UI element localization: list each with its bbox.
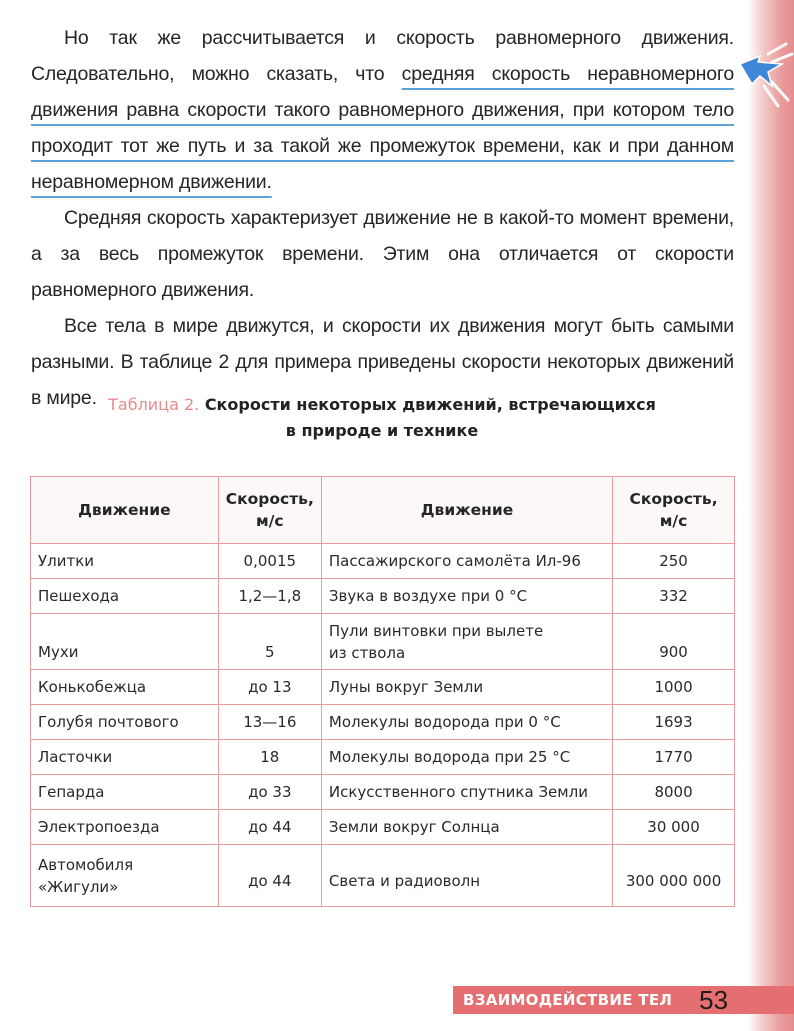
footer-section-bar (453, 986, 794, 1014)
cell-right-speed: 30 000 (613, 810, 735, 845)
cell-left-motion: Конькобежца (31, 670, 219, 705)
cell-left-motion: Улитки (31, 544, 219, 579)
table-header-row (31, 477, 735, 544)
speeds-table (30, 476, 735, 907)
cell-left-speed: до 33 (218, 775, 321, 810)
cell-left-speed: до 44 (218, 845, 321, 907)
cell-right-motion: Молекулы водорода при 25 °С (321, 740, 612, 775)
page-number: 53 (699, 984, 729, 1015)
paragraph-average-speed-characteristic: Средняя скорость характеризует движение не в какой-то момент времени, а за весь промежуток времени. Этим она отличается от скорости равномерного движения. (31, 207, 734, 301)
table-row (31, 845, 735, 907)
cell-right-speed: 332 (613, 579, 735, 614)
header-speed-right (613, 477, 735, 544)
cell-left-speed: 0,0015 (218, 544, 321, 579)
header-speed-left-label: Скорость, (225, 490, 314, 508)
cell-right-speed: 8000 (613, 775, 735, 810)
table-row (31, 705, 735, 740)
paragraph-average-speed-definition (31, 20, 734, 200)
cell-left-speed: до 44 (218, 810, 321, 845)
cell-left-speed: 1,2—1,8 (218, 579, 321, 614)
table-row (31, 614, 735, 670)
body-text (31, 20, 734, 416)
cell-right-speed: 250 (613, 544, 735, 579)
header-speed-left-unit: м/с (256, 512, 284, 530)
cell-left-speed: 5 (218, 614, 321, 670)
cell-left-motion: Голубя почтового (31, 705, 219, 740)
cell-left-motion: Ласточки (31, 740, 219, 775)
cell-right-motion: Звука в воздухе при 0 °С (321, 579, 612, 614)
cell-left-motion-line2: «Жигули» (38, 877, 119, 896)
cell-right-speed: 900 (613, 614, 735, 670)
cell-right-speed: 1770 (613, 740, 735, 775)
table-row (31, 670, 735, 705)
table-title-line2: в природе и технике (285, 421, 479, 440)
cell-left-motion: Пешехода (31, 579, 219, 614)
cell-right-motion: Земли вокруг Солнца (321, 810, 612, 845)
cell-right-motion-line1: Пули винтовки при вылете (328, 621, 544, 640)
table-title-line1: Скорости некоторых движений, встречающихся (204, 395, 656, 414)
cell-left-speed: до 13 (218, 670, 321, 705)
cell-right-speed: 300 000 000 (613, 845, 735, 907)
cell-right-motion: Молекулы водорода при 0 °С (321, 705, 612, 740)
cell-right-motion: Луны вокруг Земли (321, 670, 612, 705)
cell-left-motion: Гепарда (31, 775, 219, 810)
highlighted-definition: средняя скорость неравномерного движения равна скорости такого равномерного движения, при котором тело проходит тот же путь и за такой же промежуток времени, как и при данном неравномерном движении. (31, 63, 734, 193)
section-title: ВЗАИМОДЕЙСТВИЕ ТЕЛ (463, 991, 673, 1009)
header-speed-right-label: Скорость, (629, 490, 718, 508)
table-row (31, 775, 735, 810)
cell-left-motion (31, 845, 219, 907)
cell-right-motion: Пассажирского самолёта Ил-96 (321, 544, 612, 579)
table-row (31, 544, 735, 579)
cell-right-motion (321, 614, 612, 670)
cell-right-motion: Искусственного спутника Земли (321, 775, 612, 810)
cell-left-speed: 13—16 (218, 705, 321, 740)
header-motion-left: Движение (31, 477, 219, 544)
table-caption (30, 392, 734, 444)
page-edge-decoration (748, 0, 794, 1031)
cell-left-speed: 18 (218, 740, 321, 775)
header-speed-right-unit: м/с (659, 512, 688, 530)
table-row (31, 740, 735, 775)
cell-left-motion-line1: Автомобиля (38, 855, 134, 874)
cell-right-motion: Света и радиоволн (321, 845, 612, 907)
table-row (31, 579, 735, 614)
paragraph-text: Но так же рассчитывается и скорость равномерного движения. Следовательно, можно сказать, что (31, 27, 734, 85)
cell-right-speed: 1000 (613, 670, 735, 705)
cell-right-motion-line2: из ствола (328, 643, 406, 662)
cell-left-motion: Электропоезда (31, 810, 219, 845)
cell-right-speed: 1693 (613, 705, 735, 740)
table-row (31, 810, 735, 845)
paragraph-table-intro: Все тела в мире движутся, и скорости их движения могут быть самыми разными. В таблице 2 для примера приведены скорости некоторых движений в мире. (31, 315, 734, 409)
cell-left-motion: Мухи (31, 614, 219, 670)
arrow-left-icon (738, 42, 794, 112)
header-motion-right: Движение (321, 477, 612, 544)
table-number-label: Таблица 2. (108, 395, 200, 414)
header-speed-left (218, 477, 321, 544)
